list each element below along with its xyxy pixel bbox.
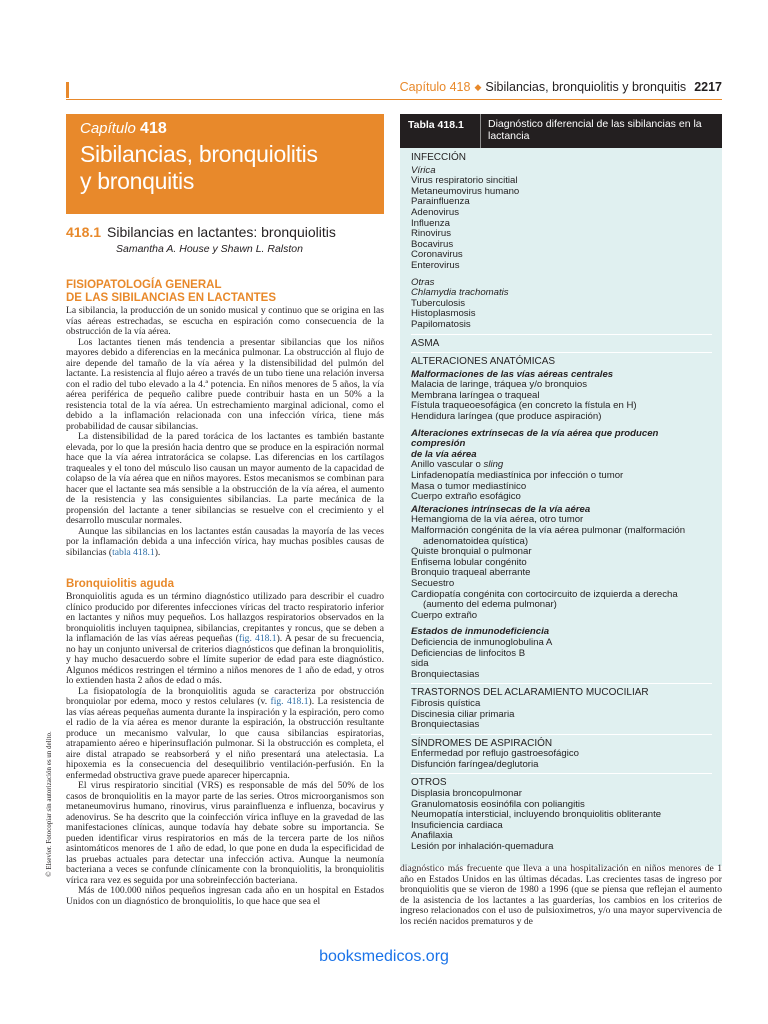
fisiopatologia-body <box>66 306 384 558</box>
category-title: ALTERACIONES ANATÓMICAS <box>411 356 556 368</box>
paragraph: La distensibilidad de la pared torácica de los lactantes es también bastante elevada, por lo que la presión hacia dentro que se produce en la espiración normal hace que la vía aérea intratorácica se colapse. Las diferencias en los cartílagos traqueales y el tono del músculo liso causan un mayor aumento de la capacidad de colapso de la vía aérea que en niños mayores. Estos mecanismos se combinan para hacer que el lactante sea más sensible a la obstrucción de la vía aérea, el aumento de la resistencia y las consiguientes sibilancias. La parte mecánica de la propensión del lactante a tener sibilancias se resuelve con el crecimiento y el desarrollo muscular normales. <box>66 431 384 526</box>
list-item: Bronquio traqueal aberrante <box>411 567 531 579</box>
list-item: Enfermedad por reflujo gastroesofágico <box>411 748 579 760</box>
paragraph: Bronquiolitis aguda es un término diagnóstico utilizado para describir el cuadro clínico producido por diferentes infecciones víricas del tracto respiratorio inferior en lactantes y niños muy pequeños. Los hallazgos respiratorios observados en la bronquiolitis incluyen taquipnea, sibilancias, crepitantes y roncus, que se deben a la inflamación de las vías aéreas pequeñas (fig. 418.1). A pesar de su frecuencia, no hay un conjunto universal de criterios diagnósticos que definan la bronquiolitis, y hay mucho desacuerdo sobre el límite superior de edad para este diagnóstico. Algunos médicos restringen el término a niños menores de 1 año de edad, y otros lo extienden hasta 2 años de edad o más. <box>66 591 384 686</box>
subcategory-label: Otras <box>411 276 435 288</box>
subcategory-label: Malformaciones de las vías aéreas centrales <box>411 368 614 380</box>
header-accent-bar <box>66 82 69 98</box>
group-asma <box>411 339 712 354</box>
list-item: Hendidura laríngea (que produce aspiración) <box>411 411 602 423</box>
list-item: Metaneumovirus humano <box>411 185 520 197</box>
list-item: Lesión por inhalación-quemadura <box>411 841 554 853</box>
differential-table <box>400 114 722 866</box>
list-item: Linfadenopatía mediastínica por infección o tumor <box>411 470 624 482</box>
list-item: Anafilaxia <box>411 830 453 842</box>
right-column-continuation: diagnóstico más frecuente que lleva a una hospitalización en niños menores de 1 año en Estados Unidos en las últimas décadas. Las crecientes tasas de ingreso por bronquiolitis que se vieron de 1980 a 1996 (que se piensa que reflejan el aumento de la asistencia de los lactantes a las guarderías, los cambios en los criterios de ingreso relacionados con el uso de pulsioximetros, y/o una mayor supervivencia de los recién nacidos prematuros y de <box>400 863 722 927</box>
table-reference-link[interactable]: tabla 418.1 <box>112 546 155 558</box>
group-otros <box>411 778 712 855</box>
list-item: Masa o tumor mediastínico <box>411 480 527 492</box>
list-item: Parainfluenza <box>411 196 470 208</box>
list-item: Malacia de laringe, tráquea y/o bronquios <box>411 379 587 391</box>
category-title: TRASTORNOS DEL ACLARAMIENTO MUCOCILIAR <box>411 687 649 699</box>
list-item: Cuerpo extraño esofágico <box>411 491 521 503</box>
fisiopatologia-heading: FISIOPATOLOGÍA GENERAL DE LAS SIBILANCIAS EN LACTANTES <box>66 279 276 304</box>
list-item: Cardiopatía congénita con cortocircuito de izquierda a derecha <box>411 588 678 600</box>
group-mucociliar <box>411 688 712 734</box>
table-header <box>400 114 722 148</box>
list-item: sida <box>411 658 429 670</box>
paragraph: La sibilancia, la producción de un sonido musical y continuo que se origina en las vías aéreas estrechadas, se escucha en espiración como consecuencia de la obstrucción de la vía aérea. <box>66 305 384 337</box>
bronquiolitis-body <box>66 592 384 907</box>
list-item: Deficiencias de linfocitos B <box>411 647 526 659</box>
group-aspiracion <box>411 739 712 775</box>
list-item: Histoplasmosis <box>411 308 476 320</box>
subcategory-label: Estados de inmunodeficiencia <box>411 626 550 638</box>
category-title: OTROS <box>411 777 447 789</box>
bronquiolitis-heading: Bronquiolitis aguda <box>66 578 174 590</box>
list-item: Chlamydia trachomatis <box>411 287 509 299</box>
list-item: Displasia broncopulmonar <box>411 788 522 800</box>
list-item: Anillo vascular o sling <box>411 459 504 471</box>
list-item: Fibrosis quística <box>411 697 481 709</box>
diamond-icon: ◆ <box>474 82 482 92</box>
copyright-sidenote: © Elsevier. Fotocopiar sin autorización es un delito. <box>45 731 53 877</box>
list-item: Enterovirus <box>411 259 460 271</box>
subcategory-label: Alteraciones intrínsecas de la vía aérea <box>411 503 591 515</box>
list-item: Granulomatosis eosinófila con poliangitis <box>411 798 585 810</box>
figure-reference-link[interactable]: fig. 418.1 <box>238 633 277 644</box>
header-title: Sibilancias, bronquiolitis y bronquitis <box>485 80 687 94</box>
header-text <box>400 80 722 94</box>
list-item: Malformación congénita de la vía aérea pulmonar (malformación <box>411 525 686 536</box>
list-item: Membrana laríngea o traqueal <box>411 389 540 401</box>
list-item: Discinesia ciliar primaria <box>411 708 515 720</box>
list-item: Bronquiectasias <box>411 668 480 680</box>
subcategory-label: Vírica <box>411 164 436 176</box>
list-item-continuation: (aumento del edema pulmonar) <box>423 599 557 611</box>
paragraph: Los lactantes tienen más tendencia a presentar sibilancias que los niños mayores debido a diferencias en la mecánica pulmonar. La obstrucción al flujo de aire depende del tamaño de la vía aérea y la distensibilidad del pulmón del lactante. La resistencia al flujo aéreo a través de un tubo tiene una relación inversa con el radio del tubo elevado a la 4.ª potencia. En niños menores de 5 años, la vía aérea periférica de pequeño calibre puede contribuir hasta en un 50% a la resistencia total de la vía aérea. Un estrechamiento marginal adicional, como el debido a la inflamación relacionada con una infección vírica, tiene más probabilidad de causar sibilancias. <box>66 336 384 432</box>
category-title: INFECCIÓN <box>411 152 466 163</box>
paragraph: Aunque las sibilancias en los lactantes están causadas la mayoría de las veces por la inflamación debida a una infección vírica, hay muchas posibles causas de sibilancias (tabla 418.1). <box>66 525 384 558</box>
table-title: Diagnóstico diferencial de las sibilancias en la lactancia <box>488 118 702 142</box>
category-title: SÍNDROMES DE ASPIRACIÓN <box>411 737 553 749</box>
table-body <box>400 148 722 860</box>
authors: Samantha A. House y Shawn L. Ralston <box>116 243 303 255</box>
category-title: ASMA <box>411 337 440 349</box>
list-item-continuation: adenomatoidea quística) <box>423 535 529 547</box>
group-anatomicas <box>411 357 712 684</box>
chapter-title-box <box>66 114 384 214</box>
list-item: Fístula traqueoesofágica (en concreto la fístula en H) <box>411 400 637 412</box>
list-item: Rinovirus <box>411 228 451 240</box>
list-item: Virus respiratorio sincitial <box>411 175 518 187</box>
paragraph: El virus respiratorio sincitial (VRS) es responsable de más del 50% de los casos de bronquiolitis en la mayor parte de las series. Otros microorganismos son metaneumovirus humano, rinovirus, virus parainfluenza e influenza, bocavirus y adenovirus. Se ha descrito que la coinfección vírica influye en la gravedad de las manifestaciones clínicas, aunque todavía hay debate sobre su importancia. Se pueden identificar virus respiratorios en más de la tercera parte de los niños asintomáticos menores de 1 año de edad, lo que pone en duda la especificidad de las pruebas actuales para detectar una infección activa. Aunque la neumonía bacteriana a veces se confunde clínicamente con la bronquiolitis, la bronquiolitis vírica rara vez es seguida por una sobreinfección bacteriana. <box>66 780 384 886</box>
list-item: Coronavirus <box>411 249 463 261</box>
section-heading: Sibilancias en lactantes: bronquiolitis <box>107 224 336 240</box>
chapter-label: Capítulo 418 <box>80 120 167 137</box>
group-infeccion <box>411 153 712 335</box>
list-item: Hemangioma de la vía aérea, otro tumor <box>411 514 584 526</box>
page-number: 2217 <box>694 80 722 94</box>
list-item: Cuerpo extraño <box>411 609 478 621</box>
list-item: Papilomatosis <box>411 318 471 330</box>
list-item: Enfisema lobular congénito <box>411 556 527 568</box>
table-header-divider <box>480 114 481 148</box>
running-header <box>66 80 722 100</box>
chapter-number: 418 <box>140 120 167 137</box>
list-item: Insuficiencia cardiaca <box>411 819 503 831</box>
paragraph: La fisiopatología de la bronquiolitis aguda se caracteriza por obstrucción bronquiolar por edema, moco y restos celulares (v. fig. 418.1). La resistencia de las vías aéreas pequeñas aumenta durante la inspiración y la espiración, pero como el radio de la vía aérea es menor durante la espiración, la obstrucción resultante produce un mecanismo valvular, lo que causa sibilancias espiratorias, atrapamiento aéreo e hiperinsuflación pulmonar. Si la obstrucción es completa, el aire distal atrapado se reabsorberá y el niño presentará una atelectasia. La hipoxemia es la consecuencia del desequilibrio ventilación-perfusión. En la enfermedad obstructiva grave puede aparecer hipercapnia. <box>66 685 384 781</box>
list-item: Neumopatía intersticial, incluyendo bronquiolitis obliterante <box>411 809 662 821</box>
list-item: Adenovirus <box>411 206 459 218</box>
subcategory-label: Alteraciones extrínsecas de la vía aérea que producen compresión de la vía aérea <box>411 427 659 460</box>
list-item: Influenza <box>411 217 450 229</box>
list-item: Bronquiectasias <box>411 719 480 731</box>
watermark-link[interactable]: booksmedicos.org <box>319 948 449 965</box>
header-rule <box>66 99 722 100</box>
list-item: Secuestro <box>411 577 455 589</box>
paragraph: Más de 100.000 niños pequeños ingresan cada año en un hospital en Estados Unidos con un diagnóstico de bronquiolitis, lo que hace que sea el <box>66 885 384 907</box>
list-item: Quiste bronquial o pulmonar <box>411 546 532 558</box>
list-item: Disfunción faríngea/deglutoria <box>411 758 539 770</box>
list-item: Tuberculosis <box>411 297 466 309</box>
section-title <box>66 224 336 240</box>
figure-reference-link[interactable]: fig. 418.1 <box>270 696 309 707</box>
list-item: Bocavirus <box>411 238 454 250</box>
table-number: Tabla 418.1 <box>408 119 464 131</box>
section-number: 418.1 <box>66 224 102 240</box>
list-item: Deficiencia de inmunoglobulina A <box>411 636 553 648</box>
header-chapter: Capítulo 418 <box>399 80 471 94</box>
chapter-title: Sibilancias, bronquiolitis y bronquitis <box>80 141 318 194</box>
